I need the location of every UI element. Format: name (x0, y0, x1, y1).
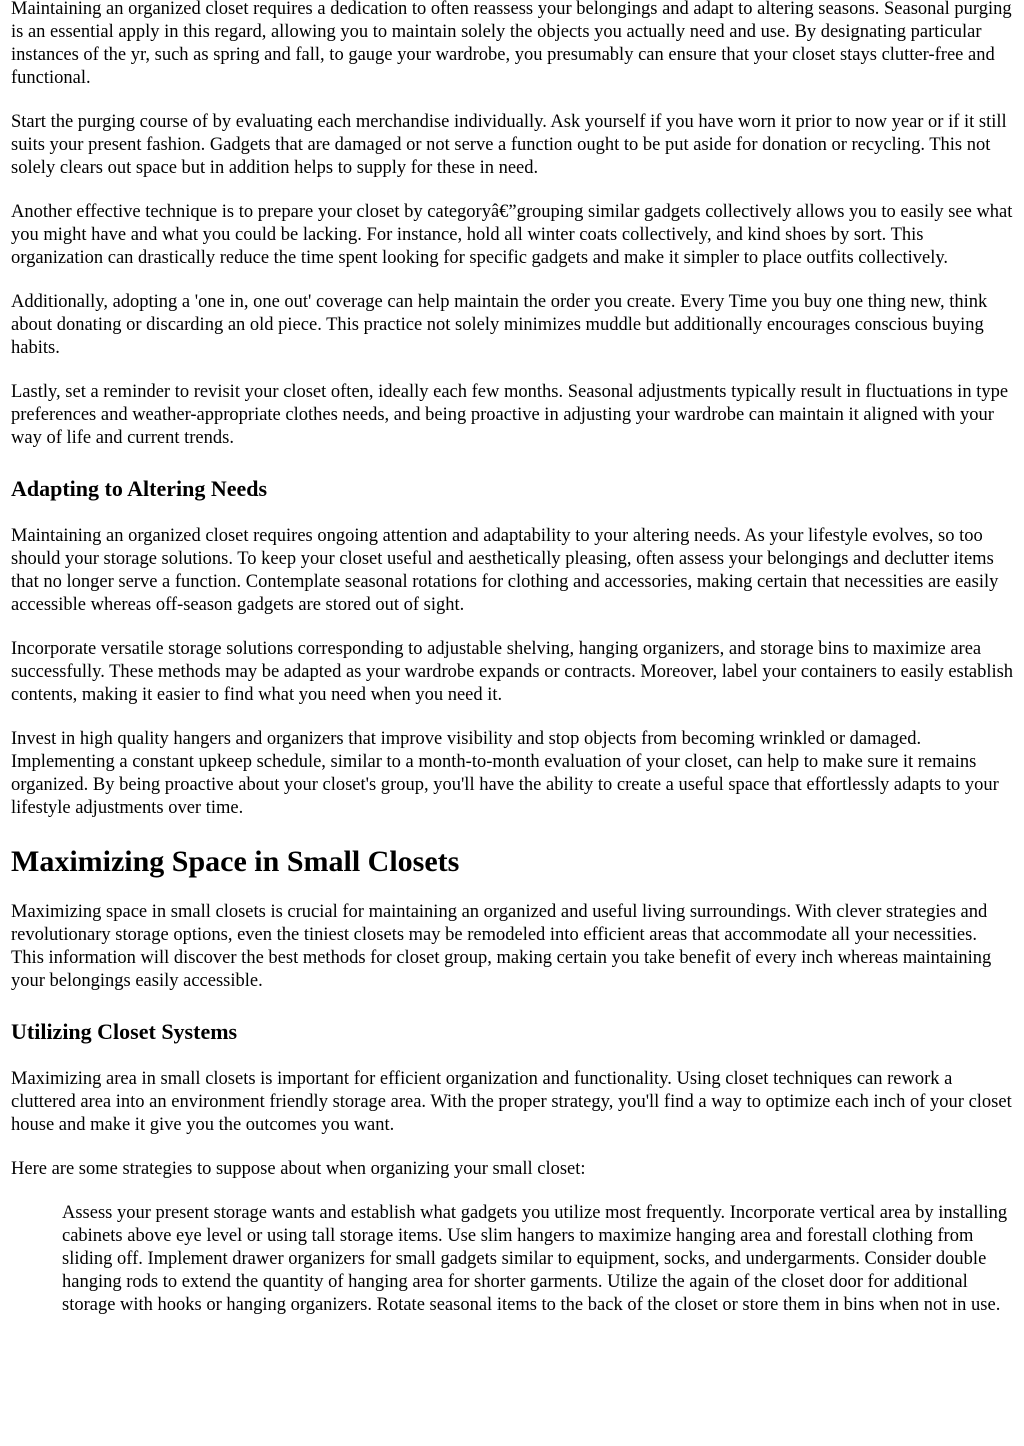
paragraph-small-closets-intro: Maximizing space in small closets is crucial for maintaining an organized and useful living surroundings. With clever strategies and revolutionary storage options, even the tiniest closets may be remodeled into efficient areas that accommodate all your necessities. This information will discover the best methods for closet group, making certain you take benefit of every inch whereas maintaining your belongings easily accessible. (11, 902, 992, 991)
heading-utilizing-closet-systems: Utilizing Closet Systems (11, 1019, 238, 1044)
paragraph-seasonal-purging: Maintaining an organized closet requires a dedication to often reassess your belongings and adapt to altering seasons. Seasonal purging is an essential apply in this regard, allowing you to maintain solely the objects you actually need and use. By designating particular instances of the yr, such as spring and fall, to gauge your wardrobe, you presumably can ensure that your closet stays clutter-free and functional. (11, 0, 1012, 88)
paragraph-organize-by-category: Another effective technique is to prepare your closet by categoryâ€”grouping similar gadgets collectively allows you to easily see what you might have and what you could be lacking. For instance, hold all winter coats collectively, and kind shoes by sort. This organization can drastically reduce the time spent looking for specific gadgets and make it simpler to place outfits collectively. (11, 202, 1013, 268)
paragraph-quality-hangers: Invest in high quality hangers and organizers that improve visibility and stop objects from becoming wrinkled or damaged. Implementing a constant upkeep schedule, similar to a month-to-month evaluation of your closet, can help to make sure it remains organized. By being proactive about your closet's group, you'll have the ability to create a useful space that effortlessly adapts to your lifestyle adjustments over time. (11, 729, 999, 818)
heading-adapting-to-altering-needs: Adapting to Altering Needs (11, 476, 268, 501)
paragraph-purging-process: Start the purging course of by evaluating each merchandise individually. Ask yourself if you have worn it prior to now year or if it still suits your present fashion. Gadgets that are damaged or not serve a function ought to be put aside for donation or recycling. This not solely clears out space but in addition helps to supply for these in need. (11, 112, 1007, 178)
paragraph-ongoing-attention: Maintaining an organized closet requires ongoing attention and adaptability to your altering needs. As your lifestyle evolves, so too should your storage solutions. To keep your closet useful and aesthetically pleasing, often assess your belongings and declutter items that no longer serve a function. Contemplate seasonal rotations for clothing and accessories, making certain that necessities are easily accessible whereas off-season gadgets are stored out of sight. (11, 526, 999, 615)
paragraph-versatile-storage: Incorporate versatile storage solutions corresponding to adjustable shelving, hanging organizers, and storage bins to maximize area successfully. These methods may be adapted as your wardrobe expands or contracts. Moreover, label your containers to easily establish contents, making it easier to find what you need when you need it. (11, 639, 1014, 705)
heading-maximizing-space: Maximizing Space in Small Closets (11, 845, 460, 878)
strategies-blockquote: Assess your present storage wants and establish what gadgets you utilize most frequently. Incorporate vertical area by installing cabinets above eye level or using tall storage items. Use slim hangers to maximize hanging area and forestall clothing from sliding off. Implement drawer organizers for small gadgets similar to equipment, socks, and undergarments. Consider double hanging rods to extend the quantity of hanging area for shorter garments. Utilize the again of the closet door for additional storage with hooks or hanging organizers. Rotate seasonal items to the back of the closet or store them in bins when not in use. (62, 1203, 1008, 1315)
paragraph-one-in-one-out: Additionally, adopting a 'one in, one out' coverage can help maintain the order you create. Every Time you buy one thing new, think about donating or discarding an old piece. This practice not solely minimizes muddle but additionally encourages conscious buying habits. (11, 292, 988, 358)
paragraph-closet-techniques: Maximizing area in small closets is important for efficient organization and functionality. Using closet techniques can rework a cluttered area into an environment friendly storage area. With the proper strategy, you'll find a way to optimize each inch of your closet house and make it give you the outcomes you want. (11, 1069, 1012, 1135)
paragraph-strategies-intro: Here are some strategies to suppose about when organizing your small closet: (11, 1159, 586, 1179)
paragraph-revisit-reminder: Lastly, set a reminder to revisit your closet often, ideally each few months. Seasonal adjustments typically result in fluctuations in type preferences and weather-appropriate clothes needs, and being proactive in adjusting your wardrobe can maintain it aligned with your way of life and current trends. (11, 382, 1009, 448)
